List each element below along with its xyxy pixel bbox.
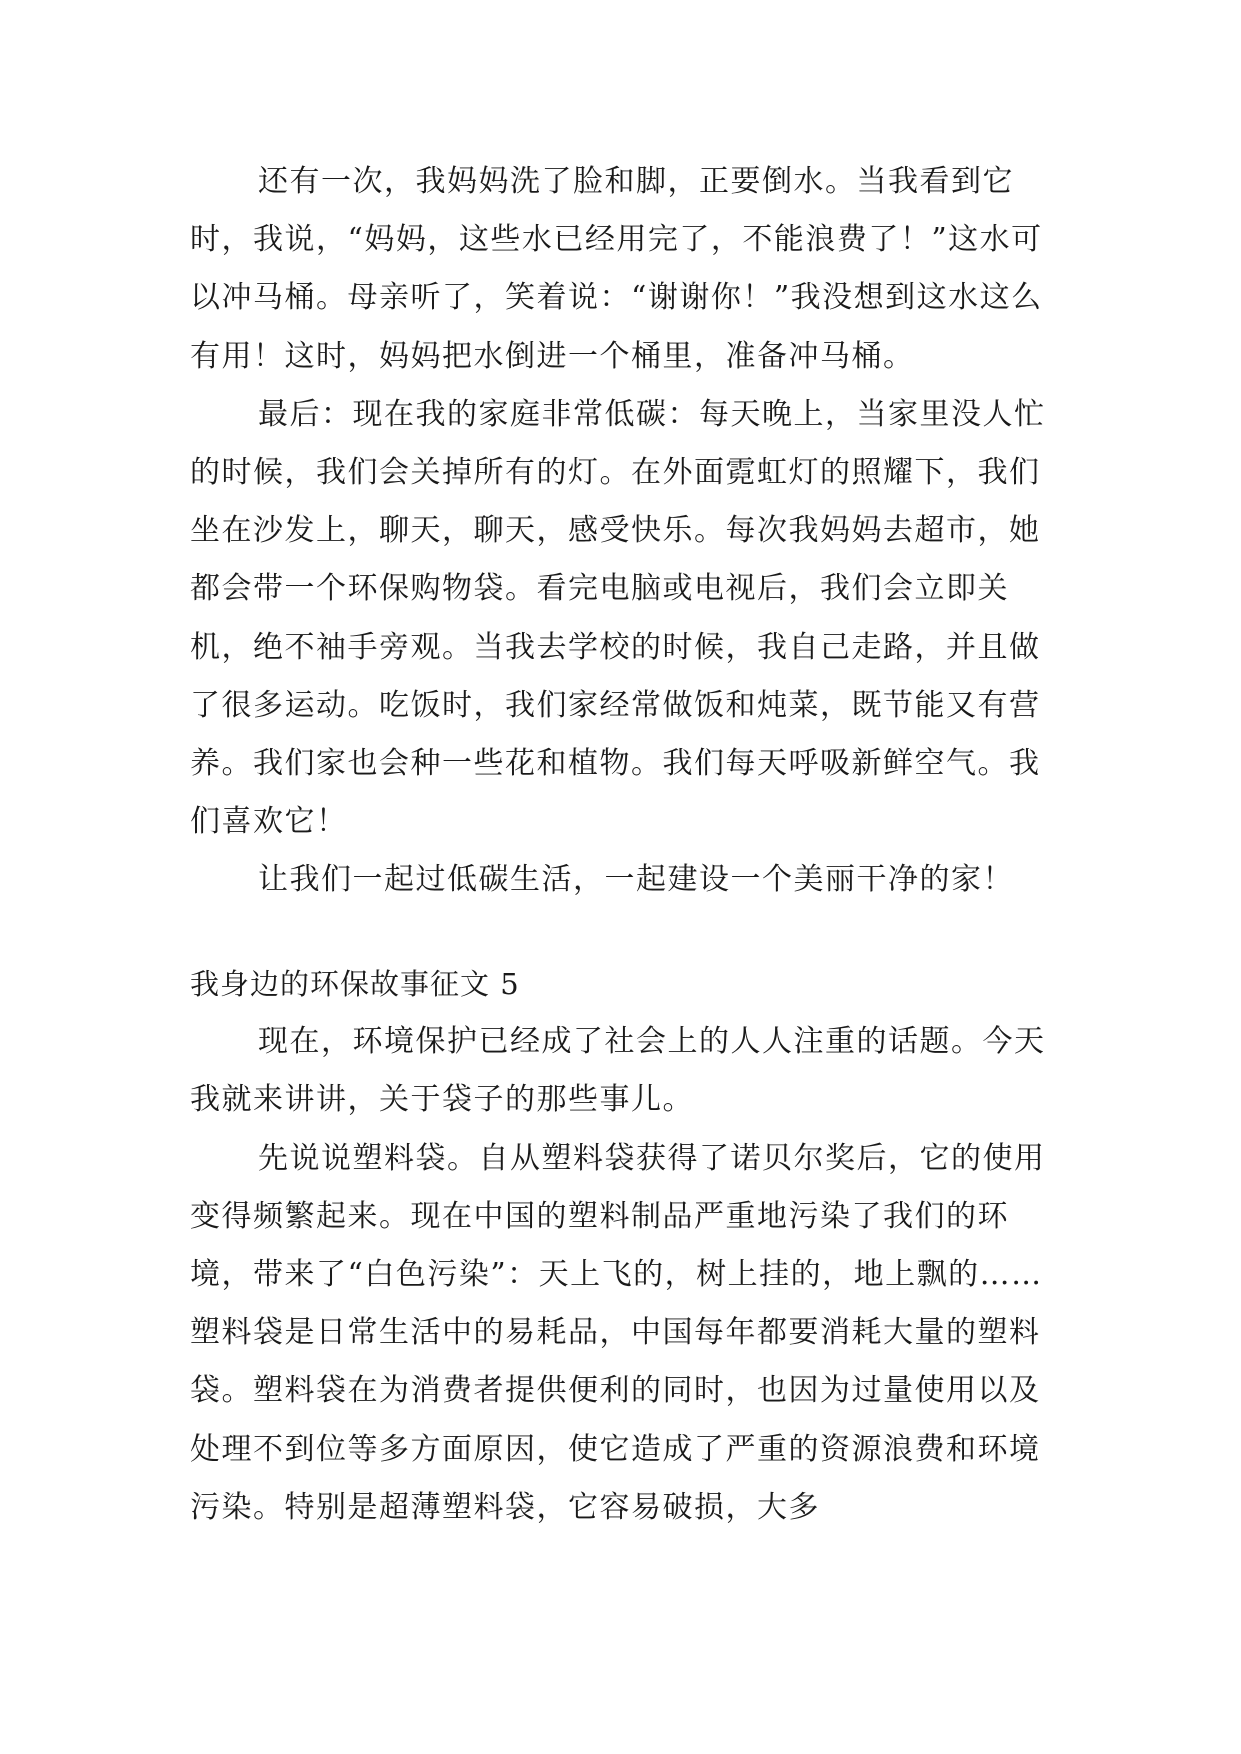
text-column-bottom (190, 955, 1050, 1537)
section-title: 我身边的环保故事征文 5 (190, 967, 520, 1001)
paragraph-closing-call: 让我们一起过低碳生活，一起建设一个美丽干净的家！ (258, 862, 1014, 898)
paragraph-plastic-bags: 先说说塑料袋。自从塑料袋获得了诺贝尔奖后，它的使用变得频繁起来。现在中国的塑料制品严重地污染了我们的环境，带来了“白色污染”：天上飞的，树上挂的，地上飘的……塑料袋是日常生活中的易耗品，中国每年都要消耗大量的塑料袋。塑料袋在为消费者提供便利的同时，也因为过量使用以及处理不到位等多方面原因，使它造成了严重的资源浪费和环境污染。特别是超薄塑料袋，它容易破损，大多 (190, 1140, 1046, 1525)
paragraph-low-carbon-home: 最后：现在我的家庭非常低碳：每天晚上，当家里没人忙的时候，我们会关掉所有的灯。在外面霓虹灯的照耀下，我们坐在沙发上，聊天，聊天，感受快乐。每次我妈妈去超市，她都会带一个环保购物袋。看完电脑或电视后，我们会立即关机，绝不袖手旁观。当我去学校的时候，我自己走路，并且做了很多运动。吃饭时，我们家经常做饭和炖菜，既节能又有营养。我们家也会种一些花和植物。我们每天呼吸新鲜空气。我们喜欢它！ (190, 396, 1046, 840)
text-column-top (190, 153, 1050, 910)
paragraph-intro: 现在，环境保护已经成了社会上的人人注重的话题。今天我就来讲讲，关于袋子的那些事儿。 (190, 1024, 1046, 1118)
paragraph-water-reuse: 还有一次，我妈妈洗了脸和脚，正要倒水。当我看到它时，我说，“妈妈，这些水已经用完了，不能浪费了！”这水可以冲马桶。母亲听了，笑着说：“谢谢你！”我没想到这水这么有用！这时，妈妈把水倒进一个桶里，准备冲马桶。 (190, 164, 1043, 374)
